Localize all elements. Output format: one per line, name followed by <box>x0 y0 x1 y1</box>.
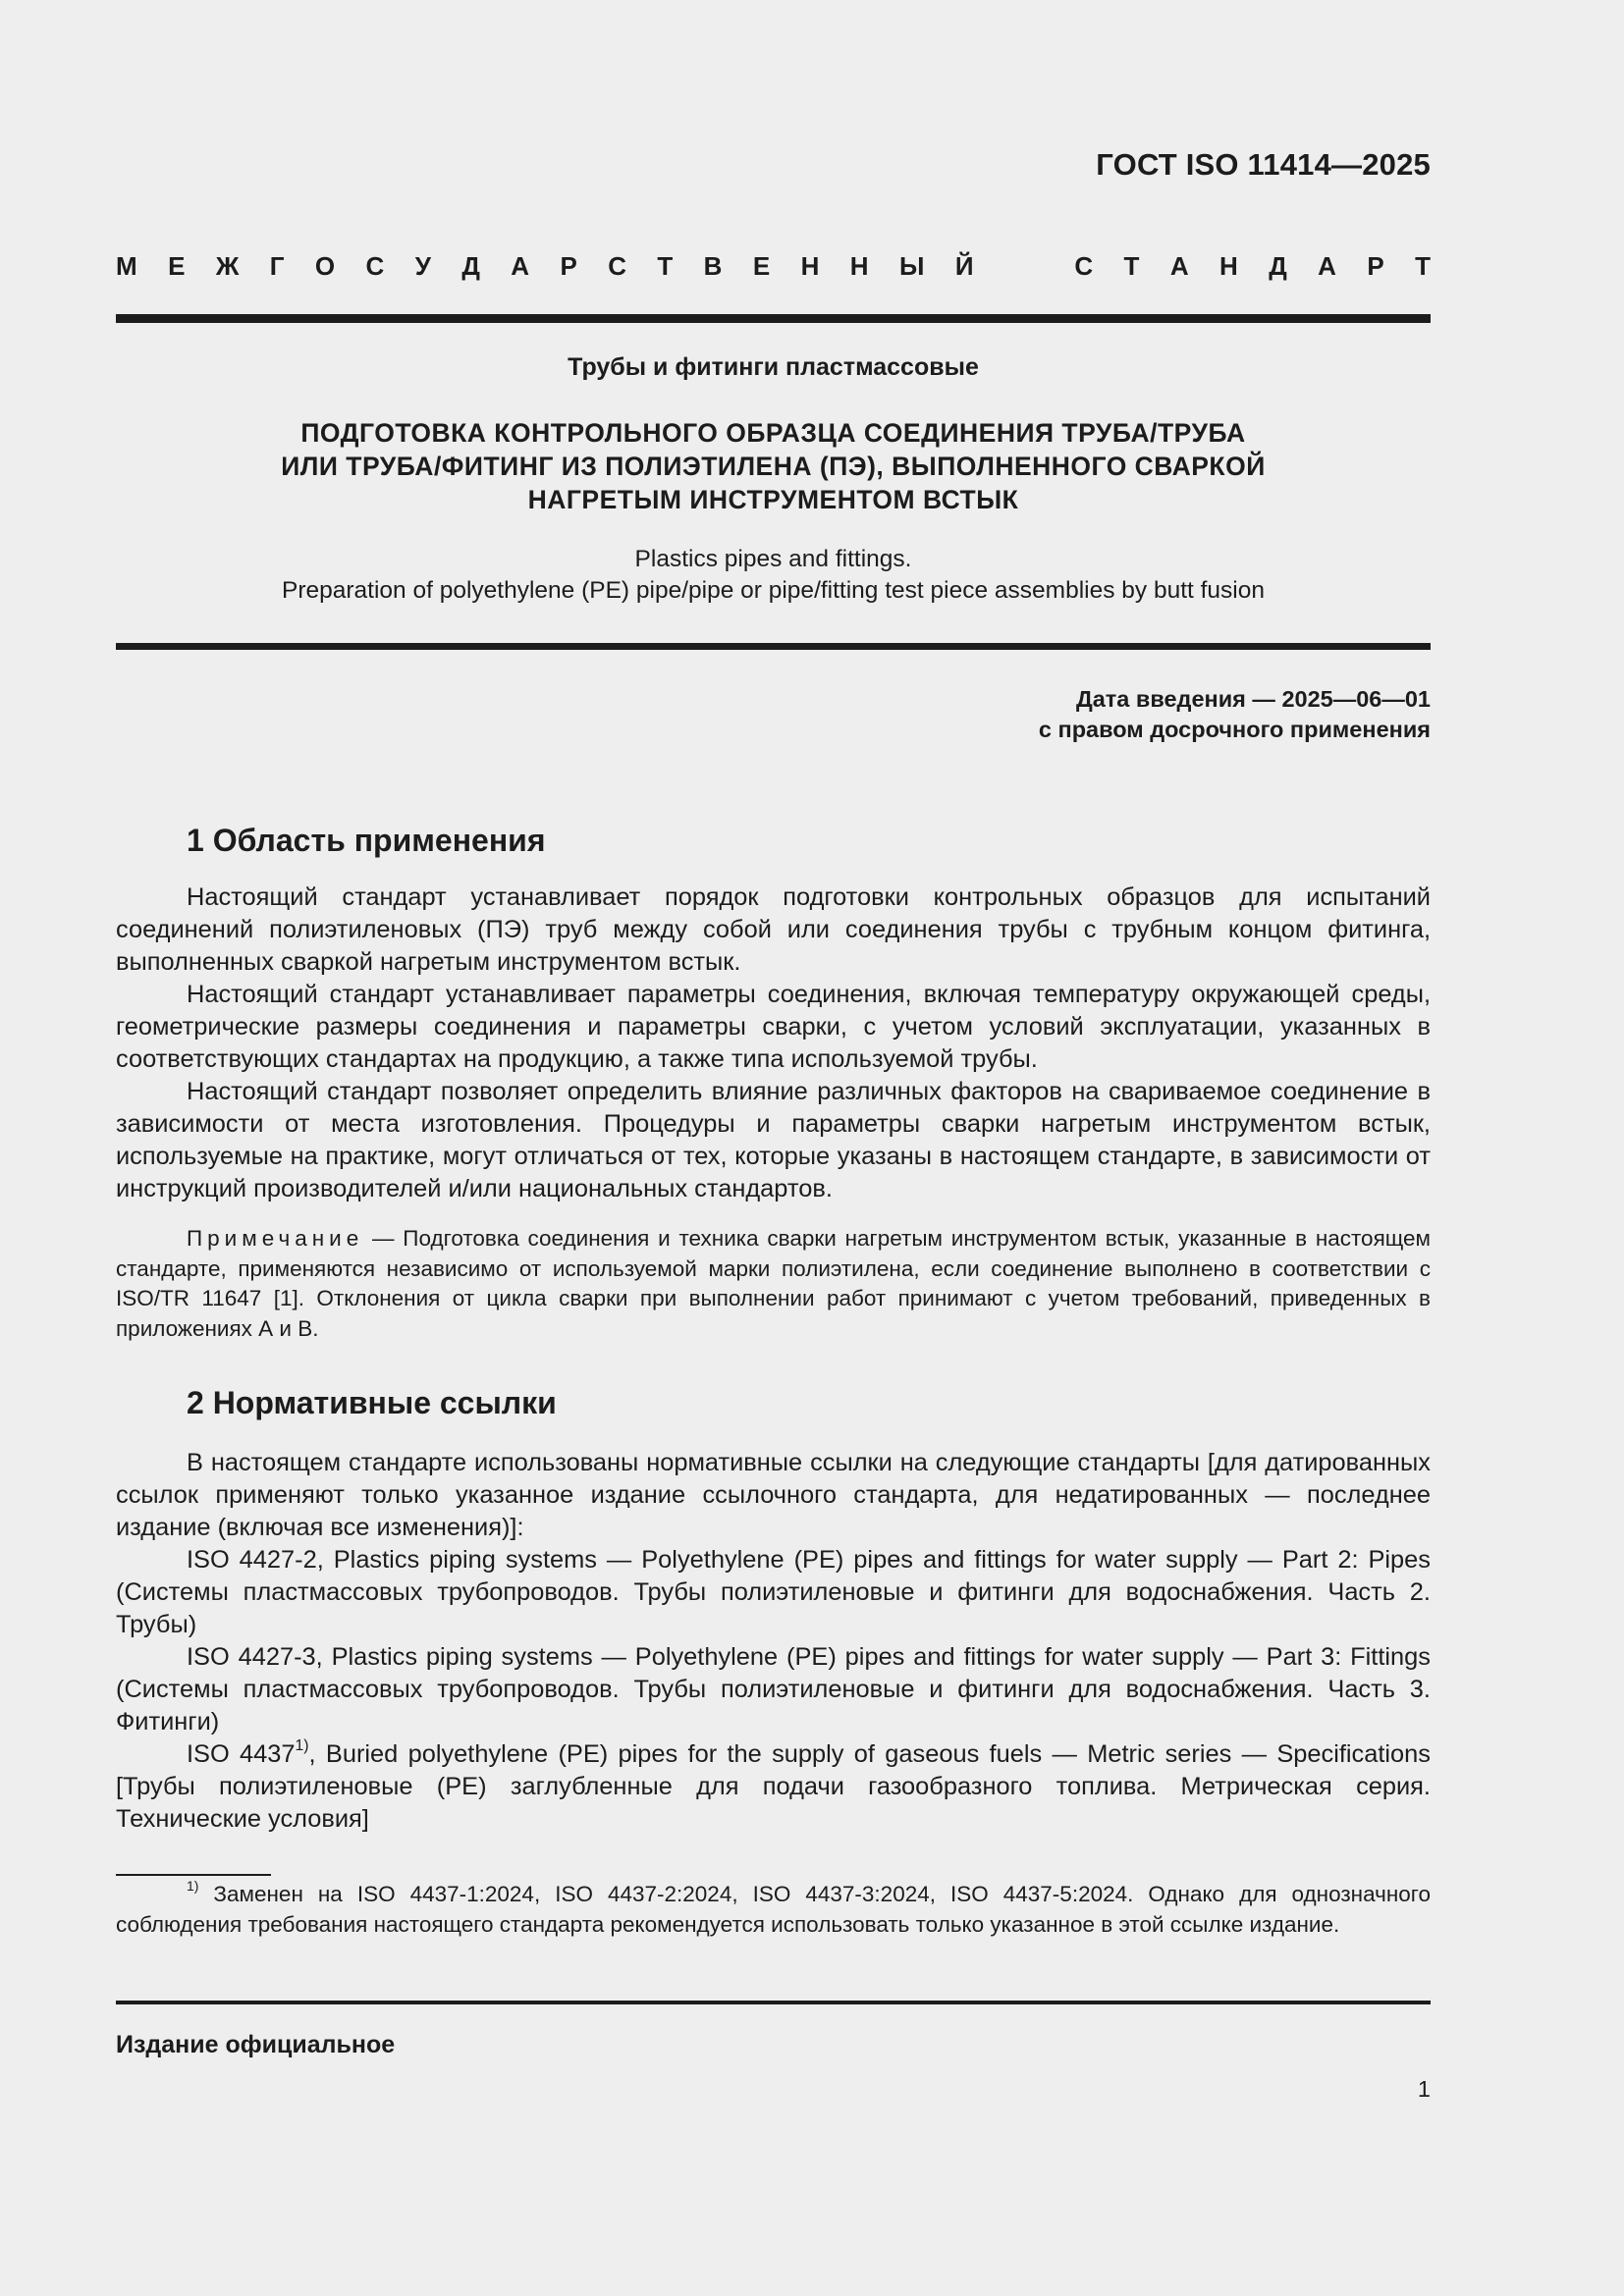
section-2-heading: 2 Нормативные ссылки <box>187 1385 557 1420</box>
banner-letter: Н <box>1219 251 1238 281</box>
official-edition-label: Издание официальное <box>116 2031 396 2058</box>
reference-item: ISO 4427-2, Plastics piping systems — Polyethylene (PE) pipes and fittings for water supply — Part 2: Pipes (Системы пластмассовых трубопроводов. Трубы полиэтиленовые и фитинги для водоснабжения. Часть 2. Трубы) <box>116 1546 1431 1638</box>
banner-letter: А <box>1318 251 1336 281</box>
footer-rule <box>116 2001 1431 2004</box>
paragraph: Настоящий стандарт устанавливает порядок подготовки контрольных образцов для испытаний соединений полиэтиленовых (ПЭ) труб между собой или соединения трубы с трубным концом фитинга, выполненных сваркой нагретым инструментом встык. <box>116 883 1431 976</box>
footnote-reference[interactable]: 1) <box>295 1737 309 1755</box>
main-title-line: ИЛИ ТРУБА/ФИТИНГ ИЗ ПОЛИЭТИЛЕНА (ПЭ), ВЫПОЛНЕННОГО СВАРКОЙ <box>281 452 1266 481</box>
paragraph: В настоящем стандарте использованы нормативные ссылки на следующие стандарты [для датированных ссылок применяют только указанное издание ссылочного стандарта, для недатированных — последнее издание (включая все изменения)]: <box>116 1449 1431 1541</box>
banner-letter: Р <box>560 251 577 281</box>
banner-letter: Т <box>1123 251 1140 281</box>
banner-letter: Е <box>752 251 771 281</box>
banner-letter: Г <box>269 251 285 281</box>
footnote <box>116 1880 1431 1940</box>
banner-letter: Д <box>461 251 480 281</box>
section-2-body <box>116 1447 1431 1836</box>
paragraph: Настоящий стандарт устанавливает параметры соединения, включая температуру окружающей среды, геометрические размеры соединения и параметры сварки, с учетом условий эксплуатации, указанных в соответствующих стандартах на продукцию, а также типа используемой трубы. <box>116 981 1431 1073</box>
banner-letter: Д <box>1269 251 1287 281</box>
english-title-line: Plastics pipes and fittings. <box>634 546 912 572</box>
note-label: Примечание <box>187 1226 364 1251</box>
interstate-standard-banner <box>116 251 1431 282</box>
section-1-heading: 1 Область применения <box>187 823 546 858</box>
banner-letter: С <box>1074 251 1094 281</box>
banner-letter: Й <box>954 251 974 281</box>
banner-letter: С <box>608 251 626 281</box>
banner-letter: О <box>314 251 336 281</box>
english-title-line: Preparation of polyethylene (PE) pipe/pipe or pipe/fitting test piece assemblies by butt fusion <box>282 577 1265 604</box>
paragraph: Настоящий стандарт позволяет определить влияние различных факторов на свариваемое соединение в зависимости от места изготовления. Процедуры и параметры сварки нагретым инструментом встык, используемые на практике, могут отличаться от тех, которые указаны в настоящем стандарте, в зависимости от инструкций производителей и/или национальных стандартов. <box>116 1078 1431 1202</box>
banner-letter: Т <box>657 251 674 281</box>
header-rule <box>116 314 1431 323</box>
document-main-title <box>116 416 1431 516</box>
banner-letter: Ж <box>215 251 240 281</box>
banner-letter: Р <box>1367 251 1384 281</box>
reference-item: ISO 4427-3, Plastics piping systems — Polyethylene (PE) pipes and fittings for water supply — Part 3: Fittings (Системы пластмассовых трубопроводов. Трубы полиэтиленовые и фитинги для водоснабжения. Часть 3. Фитинги) <box>116 1643 1431 1735</box>
banner-letter: Н <box>800 251 820 281</box>
title-rule <box>116 643 1431 650</box>
banner-word-gap <box>1004 251 1044 282</box>
banner-letter: Е <box>168 251 186 281</box>
page-number: 1 <box>1417 2076 1431 2102</box>
banner-letter: Ы <box>898 251 925 281</box>
section-1-note <box>116 1224 1431 1344</box>
banner-letter: У <box>414 251 431 281</box>
footnote-separator <box>116 1874 271 1876</box>
early-application-line: с правом досрочного применения <box>1038 717 1431 742</box>
banner-letter: Т <box>1415 251 1431 281</box>
footnote-text: Заменен на ISO 4437-1:2024, ISO 4437-2:2024, ISO 4437-3:2024, ISO 4437-5:2024. Однако для однозначного соблюдения требования настоящего стандарта рекомендуется использовать только указанное в этой ссылке издание. <box>116 1882 1431 1937</box>
banner-letter: М <box>116 251 137 281</box>
banner-letter: А <box>1169 251 1189 281</box>
note-paragraph <box>116 1224 1431 1344</box>
main-title-line: ПОДГОТОВКА КОНТРОЛЬНОГО ОБРАЗЦА СОЕДИНЕНИЯ ТРУБА/ТРУБА <box>300 418 1246 448</box>
footnote-marker: 1) <box>187 1878 199 1895</box>
document-subtitle: Трубы и фитинги пластмассовые <box>568 353 979 381</box>
section-1-body <box>116 881 1431 1205</box>
banner-letter: Н <box>849 251 869 281</box>
banner-letter: С <box>365 251 385 281</box>
note-text: — Подготовка соединения и техника сварки нагретым инструментом встык, указанные в настоящем стандарте, применяются независимо от используемой марки полиэтилена, если соединение выполнено в соответствии с ISO/TR 11647 [1]. Отклонения от цикла сварки при выполнении работ принимают с учетом требований, приведенных в приложениях А и В. <box>116 1226 1431 1341</box>
english-title <box>116 544 1431 607</box>
reference-text: , Buried polyethylene (PE) pipes for the supply of gaseous fuels — Metric series — Specifications [Трубы полиэтиленовые (PE) заглубленные для подачи газообразного топлива. Метрическая серия. Технические условия] <box>116 1740 1431 1833</box>
main-title-line: НАГРЕТЫМ ИНСТРУМЕНТОМ ВСТЫК <box>527 485 1019 514</box>
banner-letter: В <box>703 251 723 281</box>
reference-code: ISO 4437 <box>187 1740 296 1768</box>
reference-item <box>116 1738 1431 1836</box>
banner-letter: А <box>511 251 530 281</box>
standard-number: ГОСТ ISO 11414—2025 <box>1096 147 1431 182</box>
date-line: Дата введения — 2025—06—01 <box>1075 686 1431 712</box>
introduction-date <box>1039 684 1431 745</box>
footnote-paragraph <box>116 1880 1431 1940</box>
